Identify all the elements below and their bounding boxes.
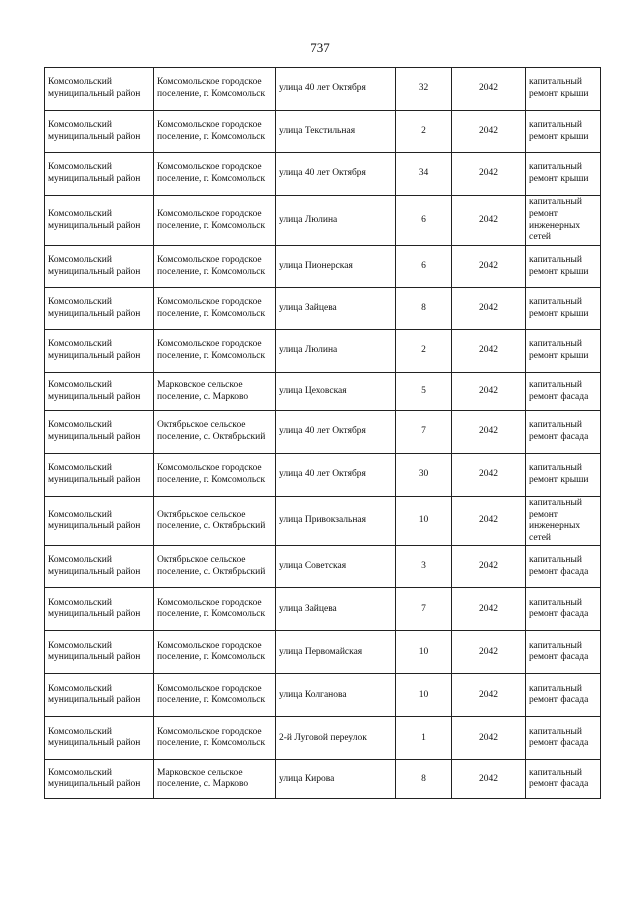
house-number-cell: 8 <box>396 760 452 799</box>
year-cell: 2042 <box>452 153 526 196</box>
district-cell: Комсомольский муниципальный район <box>45 497 154 546</box>
street-cell: улица Первомайская <box>276 631 396 674</box>
street-cell: улица Привокзальная <box>276 497 396 546</box>
street-cell: улица Кирова <box>276 760 396 799</box>
table-row <box>45 497 601 546</box>
street-cell: улица 40 лет Октября <box>276 68 396 111</box>
work-type-cell: капитальный ремонт фасада <box>526 373 601 411</box>
district-cell: Комсомольский муниципальный район <box>45 546 154 588</box>
house-number-cell: 10 <box>396 497 452 546</box>
work-type-cell: капитальный ремонт фасада <box>526 760 601 799</box>
settlement-cell: Комсомольское городское поселение, г. Комсомольск <box>154 111 276 153</box>
district-cell: Комсомольский муниципальный район <box>45 373 154 411</box>
year-cell: 2042 <box>452 246 526 288</box>
table-row <box>45 411 601 454</box>
work-type-cell: капитальный ремонт крыши <box>526 153 601 196</box>
work-type-cell: капитальный ремонт инженерных сетей <box>526 497 601 546</box>
settlement-cell: Комсомольское городское поселение, г. Комсомольск <box>154 588 276 631</box>
table-row <box>45 330 601 373</box>
settlement-cell: Комсомольское городское поселение, г. Комсомольск <box>154 153 276 196</box>
work-type-cell: капитальный ремонт фасада <box>526 674 601 717</box>
district-cell: Комсомольский муниципальный район <box>45 196 154 246</box>
year-cell: 2042 <box>452 717 526 760</box>
table-row <box>45 153 601 196</box>
house-number-cell: 8 <box>396 288 452 330</box>
district-cell: Комсомольский муниципальный район <box>45 246 154 288</box>
house-number-cell: 2 <box>396 330 452 373</box>
settlement-cell: Комсомольское городское поселение, г. Комсомольск <box>154 246 276 288</box>
district-cell: Комсомольский муниципальный район <box>45 760 154 799</box>
year-cell: 2042 <box>452 196 526 246</box>
table-row <box>45 454 601 497</box>
year-cell: 2042 <box>452 631 526 674</box>
house-number-cell: 6 <box>396 246 452 288</box>
table-row <box>45 588 601 631</box>
table-row <box>45 717 601 760</box>
page-number: 737 <box>310 40 330 55</box>
work-type-cell: капитальный ремонт фасада <box>526 546 601 588</box>
district-cell: Комсомольский муниципальный район <box>45 674 154 717</box>
district-cell: Комсомольский муниципальный район <box>45 330 154 373</box>
year-cell: 2042 <box>452 497 526 546</box>
district-cell: Комсомольский муниципальный район <box>45 717 154 760</box>
street-cell: 2-й Луговой переулок <box>276 717 396 760</box>
work-type-cell: капитальный ремонт крыши <box>526 111 601 153</box>
settlement-cell: Комсомольское городское поселение, г. Комсомольск <box>154 674 276 717</box>
settlement-cell: Комсомольское городское поселение, г. Комсомольск <box>154 631 276 674</box>
work-type-cell: капитальный ремонт фасада <box>526 717 601 760</box>
district-cell: Комсомольский муниципальный район <box>45 153 154 196</box>
house-number-cell: 1 <box>396 717 452 760</box>
district-cell: Комсомольский муниципальный район <box>45 111 154 153</box>
year-cell: 2042 <box>452 760 526 799</box>
street-cell: улица Колганова <box>276 674 396 717</box>
house-number-cell: 10 <box>396 674 452 717</box>
district-cell: Комсомольский муниципальный район <box>45 288 154 330</box>
house-number-cell: 2 <box>396 111 452 153</box>
year-cell: 2042 <box>452 411 526 454</box>
year-cell: 2042 <box>452 373 526 411</box>
repair-registry-table <box>44 67 601 799</box>
settlement-cell: Марковское сельское поселение, с. Марково <box>154 373 276 411</box>
table-row <box>45 246 601 288</box>
street-cell: улица 40 лет Октября <box>276 153 396 196</box>
district-cell: Комсомольский муниципальный район <box>45 631 154 674</box>
work-type-cell: капитальный ремонт крыши <box>526 68 601 111</box>
year-cell: 2042 <box>452 454 526 497</box>
table-row <box>45 288 601 330</box>
settlement-cell: Комсомольское городское поселение, г. Комсомольск <box>154 196 276 246</box>
work-type-cell: капитальный ремонт инженерных сетей <box>526 196 601 246</box>
house-number-cell: 34 <box>396 153 452 196</box>
year-cell: 2042 <box>452 111 526 153</box>
house-number-cell: 6 <box>396 196 452 246</box>
street-cell: улица Пионерская <box>276 246 396 288</box>
year-cell: 2042 <box>452 546 526 588</box>
street-cell: улица 40 лет Октября <box>276 454 396 497</box>
registry-body <box>45 68 601 799</box>
table-row <box>45 68 601 111</box>
district-cell: Комсомольский муниципальный район <box>45 588 154 631</box>
settlement-cell: Октябрьское сельское поселение, с. Октябрьский <box>154 546 276 588</box>
year-cell: 2042 <box>452 68 526 111</box>
work-type-cell: капитальный ремонт крыши <box>526 330 601 373</box>
year-cell: 2042 <box>452 674 526 717</box>
work-type-cell: капитальный ремонт фасада <box>526 631 601 674</box>
year-cell: 2042 <box>452 588 526 631</box>
settlement-cell: Комсомольское городское поселение, г. Комсомольск <box>154 68 276 111</box>
district-cell: Комсомольский муниципальный район <box>45 411 154 454</box>
district-cell: Комсомольский муниципальный район <box>45 68 154 111</box>
year-cell: 2042 <box>452 288 526 330</box>
settlement-cell: Комсомольское городское поселение, г. Комсомольск <box>154 717 276 760</box>
district-cell: Комсомольский муниципальный район <box>45 454 154 497</box>
street-cell: улица Советская <box>276 546 396 588</box>
settlement-cell: Комсомольское городское поселение, г. Комсомольск <box>154 454 276 497</box>
house-number-cell: 7 <box>396 588 452 631</box>
house-number-cell: 3 <box>396 546 452 588</box>
settlement-cell: Комсомольское городское поселение, г. Комсомольск <box>154 288 276 330</box>
house-number-cell: 5 <box>396 373 452 411</box>
street-cell: улица Зайцева <box>276 288 396 330</box>
settlement-cell: Комсомольское городское поселение, г. Комсомольск <box>154 330 276 373</box>
table-row <box>45 196 601 246</box>
work-type-cell: капитальный ремонт крыши <box>526 288 601 330</box>
street-cell: улица Текстильная <box>276 111 396 153</box>
street-cell: улица Люлина <box>276 330 396 373</box>
street-cell: улица 40 лет Октября <box>276 411 396 454</box>
table-row <box>45 373 601 411</box>
table-row <box>45 674 601 717</box>
settlement-cell: Октябрьское сельское поселение, с. Октябрьский <box>154 497 276 546</box>
table-row <box>45 546 601 588</box>
house-number-cell: 30 <box>396 454 452 497</box>
house-number-cell: 7 <box>396 411 452 454</box>
house-number-cell: 10 <box>396 631 452 674</box>
table-row <box>45 111 601 153</box>
street-cell: улица Цеховская <box>276 373 396 411</box>
work-type-cell: капитальный ремонт фасада <box>526 588 601 631</box>
year-cell: 2042 <box>452 330 526 373</box>
table-row <box>45 631 601 674</box>
settlement-cell: Октябрьское сельское поселение, с. Октябрьский <box>154 411 276 454</box>
street-cell: улица Зайцева <box>276 588 396 631</box>
work-type-cell: капитальный ремонт крыши <box>526 454 601 497</box>
street-cell: улица Люлина <box>276 196 396 246</box>
work-type-cell: капитальный ремонт крыши <box>526 246 601 288</box>
settlement-cell: Марковское сельское поселение, с. Марково <box>154 760 276 799</box>
table-row <box>45 760 601 799</box>
work-type-cell: капитальный ремонт фасада <box>526 411 601 454</box>
house-number-cell: 32 <box>396 68 452 111</box>
